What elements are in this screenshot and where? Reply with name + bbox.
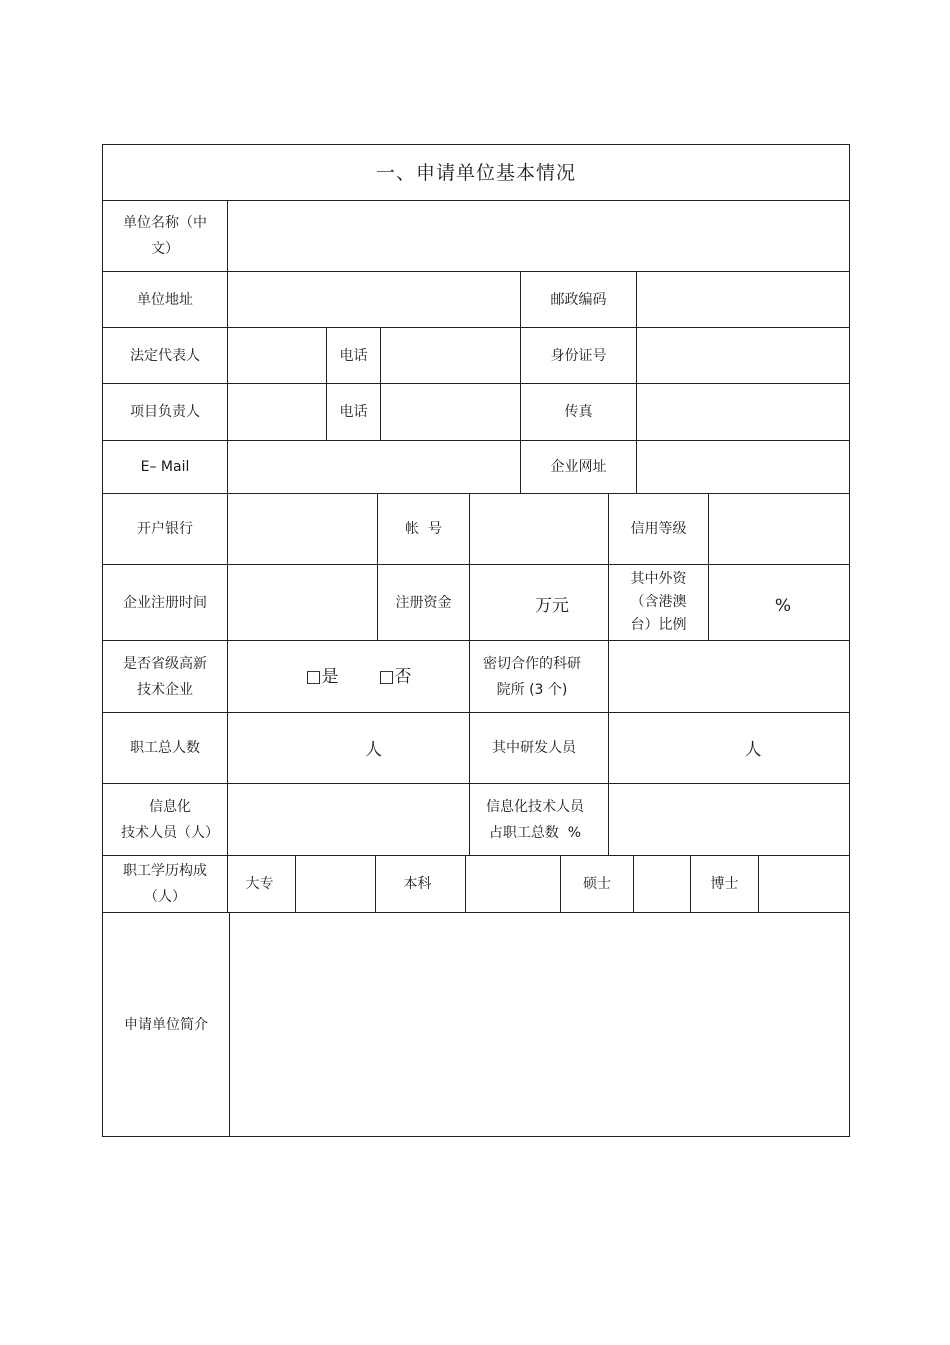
account-label: 帐 号 bbox=[405, 521, 442, 537]
edu-doctor-field[interactable] bbox=[759, 856, 849, 912]
reg-capital-field[interactable] bbox=[470, 565, 608, 640]
address-label: 单位地址 bbox=[137, 291, 193, 308]
reg-time-field[interactable] bbox=[228, 565, 377, 640]
legal-rep-label: 法定代表人 bbox=[130, 347, 200, 364]
bank-field[interactable] bbox=[228, 494, 377, 564]
project-lead-label: 项目负责人 bbox=[130, 404, 200, 420]
legal-rep-field[interactable] bbox=[228, 328, 326, 383]
foreign-ratio-label-line1: 其中外资 bbox=[630, 571, 687, 587]
edu-master-label: 硕士 bbox=[583, 876, 611, 892]
partner-field[interactable] bbox=[609, 641, 849, 712]
foreign-ratio-label bbox=[609, 565, 708, 640]
option-yes-checkbox[interactable]: □是 bbox=[305, 666, 339, 687]
it-ratio-label-line2: 占职工总数 % bbox=[488, 824, 582, 841]
reg-time-label: 企业注册时间 bbox=[123, 594, 207, 611]
hightech-label-line2: 技术企业 bbox=[137, 681, 193, 698]
credit-field[interactable] bbox=[709, 494, 849, 564]
project-lead-field[interactable] bbox=[228, 384, 326, 440]
rd-staff-unit: 人 bbox=[744, 740, 762, 760]
hightech-label-line1: 是否省级高新 bbox=[123, 655, 207, 672]
option-no-checkbox[interactable]: □否 bbox=[378, 666, 412, 687]
it-staff-label bbox=[103, 784, 227, 855]
reg-capital-label: 注册资金 bbox=[395, 594, 452, 611]
rd-staff-label: 其中研发人员 bbox=[492, 740, 576, 756]
intro-field[interactable] bbox=[230, 913, 849, 1136]
it-staff-field[interactable] bbox=[228, 784, 469, 855]
edu-doctor-label: 博士 bbox=[710, 876, 739, 892]
postcode-label: 邮政编码 bbox=[550, 291, 607, 308]
fax-field[interactable] bbox=[637, 384, 849, 440]
it-staff-label-line1: 信息化 bbox=[149, 798, 191, 815]
staff-total-label: 职工总人数 bbox=[130, 740, 200, 756]
address-field[interactable] bbox=[228, 272, 520, 327]
fax-label: 传真 bbox=[564, 404, 593, 420]
edu-college-field[interactable] bbox=[296, 856, 375, 912]
phone-label-2: 电话 bbox=[339, 404, 368, 420]
edu-college-label: 大专 bbox=[245, 876, 274, 892]
reg-capital-unit: 万元 bbox=[535, 595, 569, 616]
unit-name-label-line1: 单位名称（中 bbox=[123, 215, 207, 231]
website-label: 企业网址 bbox=[550, 459, 607, 475]
unit-name-label bbox=[103, 201, 227, 271]
percent-sign: % bbox=[774, 595, 792, 616]
it-staff-label-line2: 技术人员（人） bbox=[121, 824, 219, 841]
email-field[interactable] bbox=[228, 441, 520, 493]
hightech-label bbox=[103, 641, 227, 712]
edu-bachelor-label: 本科 bbox=[403, 876, 432, 892]
intro-label: 申请单位简介 bbox=[124, 1016, 208, 1033]
form-title: 一、申请单位基本情况 bbox=[375, 161, 576, 184]
partner-label bbox=[470, 641, 608, 712]
edu-bachelor-field[interactable] bbox=[466, 856, 560, 912]
application-form-table bbox=[102, 144, 850, 1137]
id-number-label: 身份证号 bbox=[550, 347, 607, 364]
phone-field[interactable] bbox=[381, 328, 520, 383]
foreign-ratio-label-line2: （含港澳 bbox=[630, 594, 687, 610]
unit-name-field[interactable] bbox=[228, 201, 849, 271]
unit-name-label-line2: 文） bbox=[151, 241, 179, 257]
email-label: E– Mail bbox=[140, 459, 190, 475]
rd-staff-field[interactable] bbox=[609, 713, 849, 783]
partner-label-line1: 密切合作的科研 bbox=[483, 655, 581, 672]
foreign-ratio-label-line3: 台）比例 bbox=[630, 617, 687, 633]
phone-field-2[interactable] bbox=[381, 384, 520, 440]
phone-label: 电话 bbox=[339, 347, 368, 364]
it-ratio-label bbox=[470, 784, 608, 855]
postcode-field[interactable] bbox=[637, 272, 849, 327]
edu-label bbox=[103, 856, 227, 912]
staff-unit: 人 bbox=[365, 740, 382, 760]
foreign-ratio-field[interactable] bbox=[709, 565, 849, 640]
partner-label-line2: 院所 (3 个) bbox=[496, 681, 568, 698]
edu-label-line2: （人） bbox=[144, 889, 186, 905]
account-field[interactable] bbox=[470, 494, 608, 564]
bank-label: 开户银行 bbox=[137, 521, 193, 537]
it-ratio-field[interactable] bbox=[609, 784, 849, 855]
staff-total-field[interactable] bbox=[228, 713, 469, 783]
website-field[interactable] bbox=[637, 441, 849, 493]
id-number-field[interactable] bbox=[637, 328, 849, 383]
edu-master-field[interactable] bbox=[634, 856, 690, 912]
hightech-options bbox=[228, 641, 469, 712]
credit-label: 信用等级 bbox=[630, 521, 687, 537]
edu-label-line1: 职工学历构成 bbox=[123, 863, 207, 879]
it-ratio-label-line1: 信息化技术人员 bbox=[486, 798, 584, 815]
